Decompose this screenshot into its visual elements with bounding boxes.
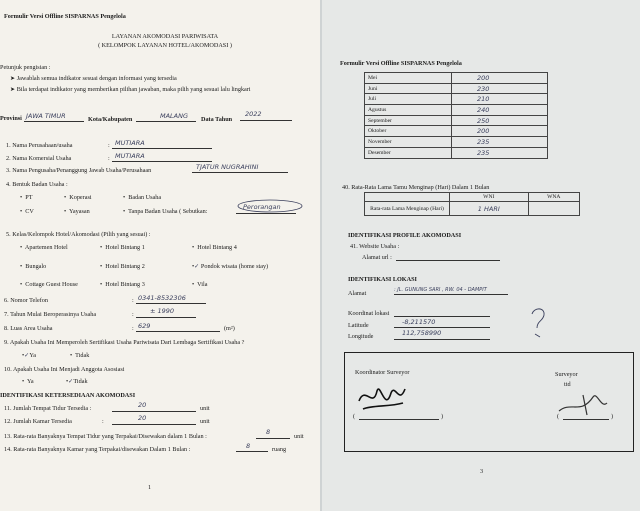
q4-option-cv: • CV — [20, 208, 34, 215]
month-value-text: 250 — [477, 116, 490, 125]
question-7: 7. Tahun Mulai Beroperasinya Usaha — [4, 311, 97, 318]
q5-option-8: • Hotel Bintang 3 — [100, 281, 145, 288]
heading-2: ( KELOMPOK LAYANAN HOTEL/AKOMODASI ) — [98, 42, 232, 49]
lokasi-heading: IDENTIFIKASI LOKASI — [348, 276, 417, 283]
alamat-label: Alamat — [348, 290, 367, 297]
alamat-url-label: Alamat url : — [362, 254, 392, 261]
surveyor-label: Surveyor — [555, 371, 578, 378]
provinsi-label: Provinsi — [0, 115, 22, 122]
q5-option-3: • Hotel Bintang 4 — [192, 244, 237, 251]
q4-option-koperasi: • Koperasi — [64, 194, 92, 201]
month-row — [365, 83, 548, 94]
q9-option-tidak: • Tidak — [70, 352, 90, 359]
open-paren: ( — [557, 413, 560, 420]
url-line — [396, 260, 500, 261]
surveyor-signature — [553, 389, 613, 419]
colon: : — [102, 418, 104, 425]
month-value-text: 200 — [477, 127, 490, 136]
q5-option-4: • Bungalo — [20, 263, 47, 270]
month-value-text: 235 — [477, 148, 490, 157]
month-label: Desember — [365, 147, 452, 158]
q11-line — [112, 411, 196, 412]
kota-line — [136, 121, 196, 122]
q13-unit: unit — [294, 433, 304, 440]
colon: : — [108, 155, 110, 162]
q8-line — [136, 331, 220, 332]
wni-header: WNI — [450, 193, 529, 202]
alamat-line — [394, 294, 508, 295]
month-value — [452, 83, 548, 94]
q12-unit: unit — [200, 418, 210, 425]
q1-value: MUTIARA — [115, 139, 145, 147]
q7-line — [136, 317, 196, 318]
page-number: 3 — [480, 468, 484, 475]
q4-option-pt: • PT — [20, 194, 33, 201]
form-page-3 — [322, 0, 640, 511]
row-label: Rata-rata Lama Menginap (Hari) — [365, 202, 450, 216]
q6-line — [136, 303, 206, 304]
coordinator-line — [359, 419, 439, 420]
longitude-value: 112,758990 — [402, 329, 442, 337]
open-paren: ( — [353, 413, 356, 420]
month-value — [452, 137, 548, 148]
q12-line — [112, 424, 196, 425]
question-10: 10. Apakah Usaha Ini Menjadi Anggota Asosiasi — [4, 366, 125, 373]
question-3: 3. Nama Pengusaha/Penanggung Jawab Usaha/Perusahaan — [6, 167, 152, 174]
latitude-value: -8,211570 — [402, 318, 436, 326]
question-8: 8. Luas Area Usaha — [4, 325, 53, 332]
section-heading: IDENTIFIKASI KETERSEDIAAN AKOMODASI — [0, 392, 136, 399]
month-value — [452, 105, 548, 116]
month-label: Oktober — [365, 126, 452, 137]
month-label: Juni — [365, 83, 452, 94]
month-row — [365, 126, 548, 137]
form-title: Formulir Versi Offline SISPARNAS Pengelola — [4, 13, 126, 20]
q2-value: MUTIARA — [115, 152, 145, 160]
q13-line — [256, 438, 290, 439]
month-row — [365, 137, 548, 148]
wna-header: WNA — [528, 193, 579, 202]
question-5: 5. Kelas/Kelompok Hotel/Akomodasi (Pilih yang sesuai) : — [6, 231, 151, 238]
q2-line — [112, 161, 212, 162]
colon: : — [132, 325, 134, 332]
month-value — [452, 73, 548, 84]
month-row — [365, 94, 548, 105]
close-paren: ) — [441, 413, 444, 420]
question-13: 13. Rata-rata Banyaknya Tempat Tidur yang Terpakai/Disewakan dalam 1 Bulan : — [4, 433, 207, 440]
q4-option-badan-usaha: • Badan Usaha — [123, 194, 162, 201]
q5-option-2: • Hotel Bintang 1 — [100, 244, 145, 251]
provinsi-value: JAWA TIMUR — [26, 112, 66, 120]
empty-header-cell — [365, 193, 450, 202]
question-9: 9. Apakah Usaha Ini Memperoleh Sertifikasi Usaha Pariwisata Dari Lembaga Sertifikasi Usaha ? — [4, 339, 245, 346]
question-41: 41. Website Usaha : — [350, 243, 400, 250]
q5-option-1: • Apartemen Hotel — [20, 244, 68, 251]
q13-value: 8 — [266, 428, 271, 436]
q10-option-tidak: •✓Tidak — [66, 378, 88, 385]
q7-value: ± 1990 — [150, 307, 175, 315]
question-1: 1. Nama Perusahaan/usaha — [6, 142, 73, 149]
q14-line — [236, 451, 268, 452]
q5-option-7: • Cottage Guest House — [20, 281, 78, 288]
form-title: Formulir Versi Offline SISPARNAS Pengelola — [340, 60, 462, 67]
longitude-label: Longitude — [348, 333, 374, 340]
kota-value: MALANG — [160, 112, 189, 120]
month-value-text: 240 — [477, 105, 490, 114]
q5-option-5: • Hotel Bintang 2 — [100, 263, 145, 270]
question-14: 14. Rata-rata Banyaknya Kamar yang Terpakai/disewakan Dalam 1 Bulan : — [4, 446, 191, 453]
tahun-label: Data Tahun — [201, 116, 233, 123]
q10-option-ya: • Ya — [22, 378, 34, 385]
q5-option-6: •✓ Pondok wisata (home stay) — [192, 263, 269, 270]
circle-mark-icon — [236, 198, 306, 214]
q9-option-ya: •✓Ya — [22, 352, 36, 359]
tahun-value: 2022 — [245, 110, 262, 118]
q5-option-9: • Vila — [192, 281, 208, 288]
colon: : — [132, 311, 134, 318]
close-paren: ) — [611, 413, 614, 420]
ttd-label: ttd — [564, 381, 571, 388]
koordinat-line — [394, 316, 490, 317]
q8-unit: (m²) — [224, 325, 235, 332]
instruction-2: ➤ Bila terdapat indikator yang memberikan pilihan jawaban, maka pilih yang sesuai lalu lingkari — [10, 86, 251, 93]
alamat-value: : JL. GUNUNG SARI , RW. 04 - DAMPIT — [394, 287, 487, 293]
koordinat-label: Koordinat lokasi — [348, 310, 390, 317]
q4-option-tanpa-badan: • Tanpa Badan Usaha ( Sebutkan: — [123, 208, 208, 215]
q8-value: 629 — [138, 322, 151, 330]
page-number: 1 — [148, 484, 152, 491]
petunjuk-label: Petunjuk pengisian : — [0, 64, 51, 71]
month-row — [365, 73, 548, 84]
heading-1: LAYANAN AKOMODASI PARIWISATA — [111, 33, 219, 40]
signature-box — [344, 352, 634, 452]
question-12: 12. Jumlah Kamar Tersedia — [4, 418, 72, 425]
question-6: 6. Nomor Telefon — [4, 297, 48, 304]
stay-length-table — [364, 192, 580, 216]
month-label: Agustus — [365, 105, 452, 116]
month-value — [452, 147, 548, 158]
q14-value: 8 — [246, 442, 251, 450]
colon: : — [108, 142, 110, 149]
kota-label: Kota/Kabupaten — [88, 116, 133, 123]
q1-line — [112, 148, 212, 149]
month-value — [452, 115, 548, 126]
question-2: 2. Nama Komersial Usaha — [6, 155, 72, 162]
wni-value — [450, 202, 529, 216]
coordinator-signature — [355, 379, 411, 415]
longitude-line — [394, 339, 490, 340]
q11-unit: unit — [200, 405, 210, 412]
q4-option-yayasan: • Yayasan — [64, 208, 90, 215]
q6-value: 0341-8532306 — [138, 294, 186, 302]
month-label: September — [365, 115, 452, 126]
q3-value: TJATUR NUGRAHINI — [196, 163, 259, 171]
monthly-table — [364, 72, 548, 159]
koordinator-label: Koordinator Surveyor — [355, 369, 410, 376]
provinsi-line — [24, 121, 84, 122]
q14-unit: ruang — [272, 446, 287, 453]
question-40: 40. Rata-Rata Lama Tamu Menginap (Hari) Dalam 1 Bulan — [342, 184, 490, 191]
month-value — [452, 94, 548, 105]
question-4: 4. Bentuk Badan Usaha : — [6, 181, 68, 188]
month-value-text: 200 — [477, 73, 490, 82]
q3-line — [192, 172, 288, 173]
latitude-label: Latitude — [348, 322, 369, 329]
wni-value-text: 1 HARI — [477, 204, 500, 213]
month-value-text: 235 — [477, 137, 490, 146]
q4-value: Perorangan — [243, 203, 281, 211]
instruction-1: ➤ Jawablah semua indikator sesuai dengan informasi yang tersedia — [10, 75, 177, 82]
question-11: 11. Jumlah Tempat Tidur Tersedia : — [4, 405, 92, 412]
month-value — [452, 126, 548, 137]
month-label: Juli — [365, 94, 452, 105]
latitude-line — [394, 327, 490, 328]
month-row — [365, 105, 548, 116]
q11-value: 20 — [138, 401, 147, 409]
q12-value: 20 — [138, 414, 147, 422]
month-value-text: 210 — [477, 95, 490, 104]
colon: : — [132, 297, 134, 304]
surveyor-line — [563, 419, 609, 420]
month-label: Mei — [365, 73, 452, 84]
profile-heading: IDENTIFIKASI PROFILE AKOMODASI — [348, 232, 462, 239]
month-value-text: 230 — [477, 84, 490, 93]
month-label: November — [365, 137, 452, 148]
wna-value — [528, 202, 579, 216]
month-row — [365, 115, 548, 126]
question-mark-scribble — [528, 306, 550, 340]
tahun-line — [240, 120, 292, 121]
month-row — [365, 147, 548, 158]
